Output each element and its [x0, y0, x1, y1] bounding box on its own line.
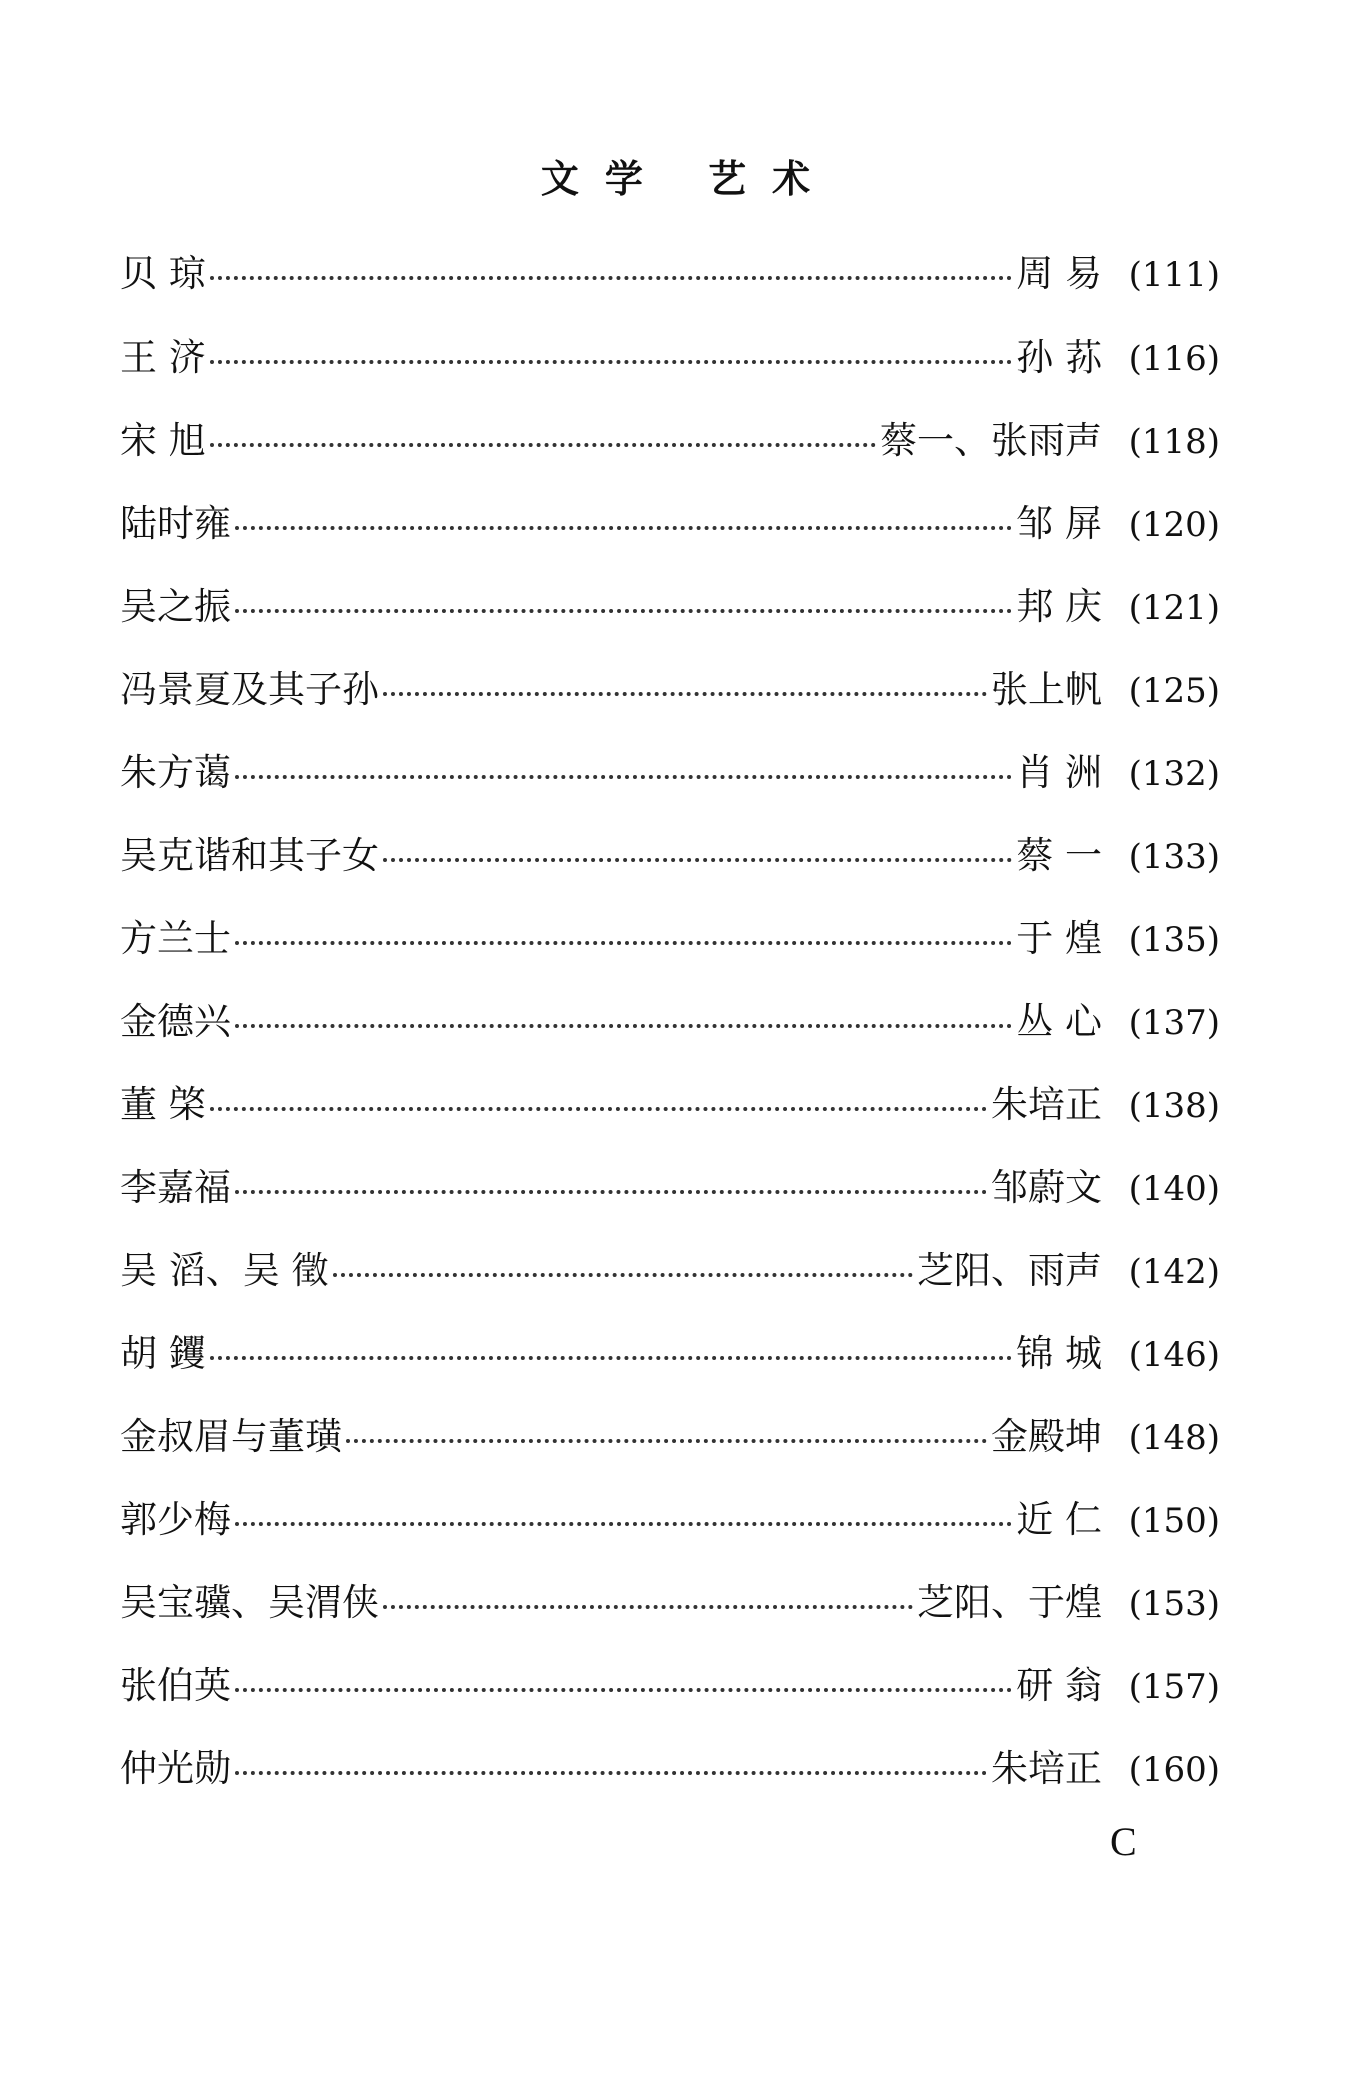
- entry-page: (137): [1128, 1003, 1220, 1043]
- toc-entry: [120, 417, 1220, 500]
- toc-entry: [120, 832, 1220, 915]
- toc-entry: [120, 1579, 1220, 1662]
- dot-leader: [235, 1023, 1012, 1028]
- toc-entry: [120, 250, 1220, 334]
- entry-author: 蔡 一: [1016, 834, 1102, 877]
- entry-author: 张上帆: [991, 668, 1102, 711]
- entry-author: 蔡一、张雨声: [880, 419, 1102, 462]
- toc-entry: [120, 998, 1220, 1081]
- dot-leader: [383, 1604, 913, 1609]
- dot-leader: [235, 1189, 987, 1194]
- entry-subject: 金叔眉与董璜: [120, 1415, 342, 1458]
- toc-entry: [120, 1413, 1220, 1496]
- toc-entry: [120, 1164, 1220, 1247]
- entry-page: (157): [1128, 1667, 1220, 1707]
- entry-page: (121): [1128, 588, 1220, 628]
- entry-author: 周 易: [1016, 252, 1102, 295]
- dot-leader: [210, 275, 1012, 280]
- entry-author: 芝阳、于煌: [917, 1581, 1102, 1624]
- entry-author: 邦 庆: [1016, 585, 1102, 628]
- toc-entry: [120, 334, 1220, 417]
- entry-page: (133): [1128, 837, 1220, 877]
- dot-leader: [346, 1438, 987, 1443]
- entry-author: 邹蔚文: [991, 1166, 1102, 1209]
- entry-subject: 朱方蔼: [120, 751, 231, 794]
- entry-subject: 方兰士: [120, 917, 231, 960]
- toc-entry: [120, 583, 1220, 666]
- entry-subject: 吴克谐和其子女: [120, 834, 379, 877]
- entry-author: 肖 洲: [1016, 751, 1102, 794]
- entry-author: 锦 城: [1016, 1332, 1102, 1375]
- entry-author: 朱培正: [991, 1083, 1102, 1126]
- entry-subject: 吴 滔、吴 徵: [120, 1249, 329, 1292]
- dot-leader: [235, 1770, 987, 1775]
- dot-leader: [235, 525, 1012, 530]
- toc-entry: [120, 1081, 1220, 1164]
- dot-leader: [235, 608, 1012, 613]
- toc-entry: [120, 1247, 1220, 1330]
- dot-leader: [383, 857, 1012, 862]
- entry-page: (160): [1128, 1750, 1220, 1790]
- toc-entry: [120, 500, 1220, 583]
- entry-author: 孙 荪: [1016, 336, 1102, 379]
- entry-subject: 张伯英: [120, 1664, 231, 1707]
- entry-page: (116): [1128, 339, 1220, 379]
- entry-page: (140): [1128, 1169, 1220, 1209]
- entry-author: 金殿坤: [991, 1415, 1102, 1458]
- entry-author: 近 仁: [1016, 1498, 1102, 1541]
- toc-entry: [120, 666, 1220, 749]
- entry-subject: 王 济: [120, 336, 206, 379]
- entry-author: 朱培正: [991, 1747, 1102, 1790]
- page-letter: C: [1110, 1819, 1137, 1864]
- entry-page: (150): [1128, 1501, 1220, 1541]
- entry-page: (153): [1128, 1584, 1220, 1624]
- dot-leader: [383, 691, 987, 696]
- entry-page: (120): [1128, 505, 1220, 545]
- entry-subject: 陆时雍: [120, 502, 231, 545]
- toc-entry: [120, 1330, 1220, 1413]
- entry-page: (146): [1128, 1335, 1220, 1375]
- entry-page: (142): [1128, 1252, 1220, 1292]
- entry-author: 研 翁: [1016, 1664, 1102, 1707]
- entry-subject: 宋 旭: [120, 419, 206, 462]
- dot-leader: [333, 1272, 913, 1277]
- entry-subject: 吴之振: [120, 585, 231, 628]
- entry-page: (132): [1128, 754, 1220, 794]
- entry-author: 芝阳、雨声: [917, 1249, 1102, 1292]
- toc-entry: [120, 749, 1220, 832]
- entry-subject: 冯景夏及其子孙: [120, 668, 379, 711]
- section-title: 文学 艺术: [540, 157, 837, 201]
- entry-author: 丛 心: [1016, 1000, 1102, 1043]
- dot-leader: [210, 1106, 987, 1111]
- entry-page: (111): [1128, 255, 1220, 295]
- dot-leader: [235, 774, 1012, 779]
- entry-page: (118): [1128, 422, 1220, 462]
- entry-subject: 郭少梅: [120, 1498, 231, 1541]
- dot-leader: [210, 1355, 1012, 1360]
- entry-subject: 董 棨: [120, 1083, 206, 1126]
- toc-entry: [120, 1662, 1220, 1745]
- dot-leader: [235, 940, 1012, 945]
- entry-author: 于 煌: [1016, 917, 1102, 960]
- toc-entry: [120, 1496, 1220, 1579]
- entry-page: (135): [1128, 920, 1220, 960]
- entry-subject: 吴宝骥、吴渭侠: [120, 1581, 379, 1624]
- entry-subject: 李嘉福: [120, 1166, 231, 1209]
- dot-leader: [235, 1687, 1012, 1692]
- entry-author: 邹 屏: [1016, 502, 1102, 545]
- toc-entry: [120, 1745, 1220, 1828]
- entry-subject: 胡 钁: [120, 1332, 206, 1375]
- entry-page: (125): [1128, 671, 1220, 711]
- toc-entry: [120, 915, 1220, 998]
- entry-subject: 金德兴: [120, 1000, 231, 1043]
- entry-page: (148): [1128, 1418, 1220, 1458]
- table-of-contents: [120, 250, 1220, 1828]
- entry-subject: 仲光勋: [120, 1747, 231, 1790]
- dot-leader: [210, 359, 1012, 364]
- entry-subject: 贝 琼: [120, 252, 206, 295]
- dot-leader: [235, 1521, 1012, 1526]
- dot-leader: [210, 442, 876, 447]
- entry-page: (138): [1128, 1086, 1220, 1126]
